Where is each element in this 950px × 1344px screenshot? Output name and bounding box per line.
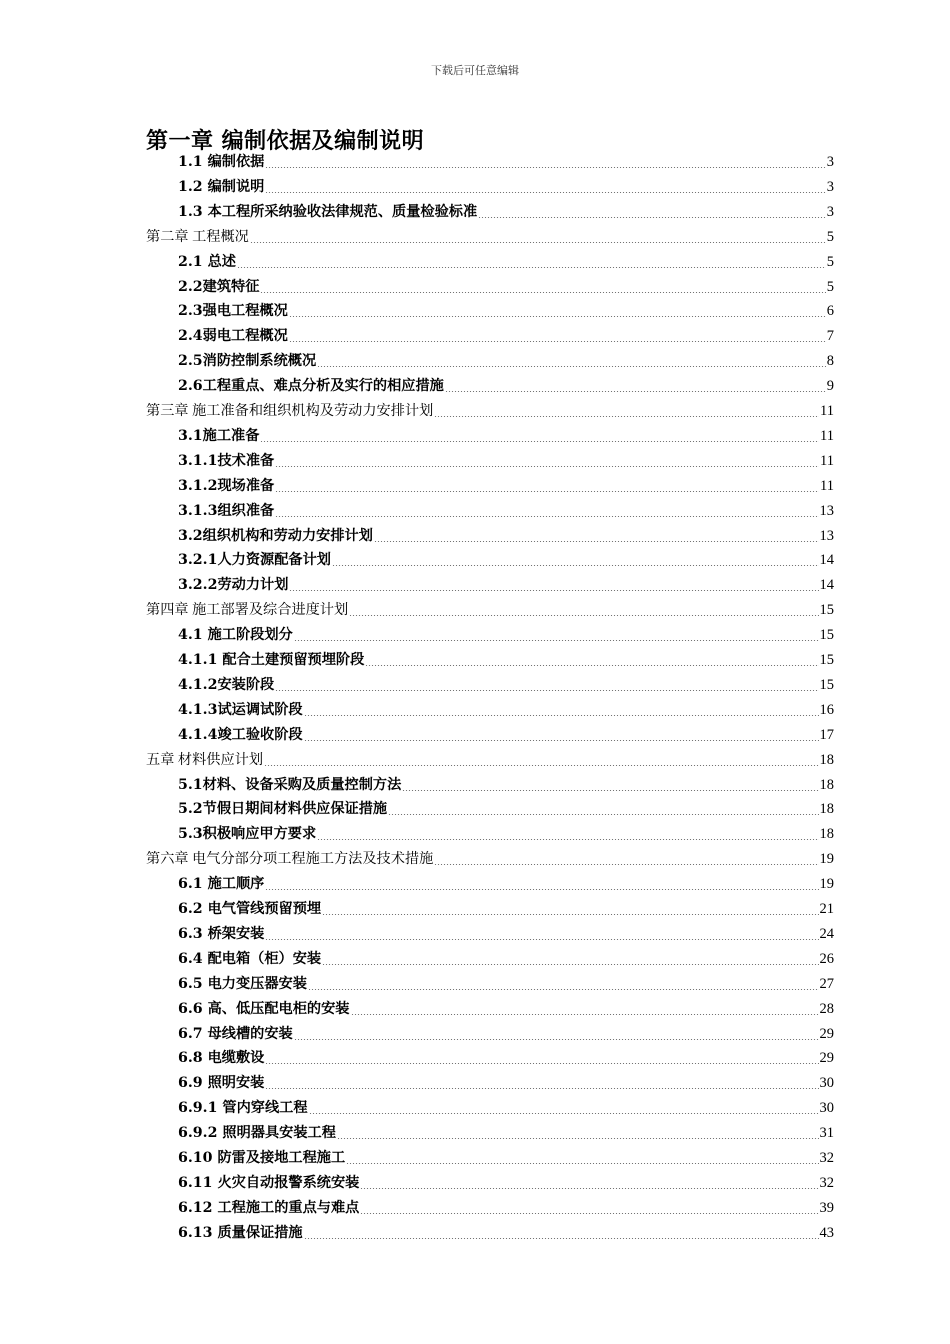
- toc-entry-title: 2.1 总述: [178, 253, 236, 270]
- toc-page-number: 30: [819, 1100, 834, 1117]
- toc-entry[interactable]: [178, 1046, 834, 1070]
- dot-leader: [260, 292, 825, 293]
- toc-chapter-entry[interactable]: [146, 225, 834, 249]
- toc-entry[interactable]: [178, 822, 834, 846]
- toc-entry[interactable]: [178, 349, 834, 373]
- toc-entry-title: 2.5消防控制系统概况: [178, 353, 317, 370]
- toc-entry[interactable]: [178, 723, 834, 747]
- toc-entry-title: 6.13 质量保证措施: [178, 1224, 303, 1241]
- dot-leader: [275, 491, 819, 492]
- toc-page-number: 8: [826, 353, 834, 370]
- toc-page-number: 43: [819, 1224, 834, 1241]
- dot-leader: [309, 1113, 819, 1114]
- toc-entry-title: 3.2.1人力资源配备计划: [178, 552, 331, 569]
- dot-leader: [434, 416, 819, 417]
- toc-entry[interactable]: [178, 524, 834, 548]
- dot-leader: [365, 665, 818, 666]
- dot-leader: [346, 1163, 818, 1164]
- dot-leader: [289, 590, 818, 591]
- toc-entry-title: 2.4弱电工程概况: [178, 328, 288, 345]
- toc-entry[interactable]: [178, 1071, 834, 1095]
- toc-entry[interactable]: [178, 1196, 834, 1220]
- toc-page-number: 18: [819, 751, 834, 768]
- toc-entry[interactable]: [178, 175, 834, 199]
- dot-leader: [445, 391, 826, 392]
- dot-leader: [337, 1138, 819, 1139]
- toc-page-number: 13: [819, 502, 834, 519]
- dot-leader: [289, 341, 826, 342]
- toc-entry-title: 3.1.3组织准备: [178, 502, 275, 519]
- toc-page-number: 11: [820, 477, 834, 494]
- toc-entry-title: 6.1 施工顺序: [178, 876, 265, 893]
- dot-leader: [478, 217, 826, 218]
- toc-entry[interactable]: [178, 324, 834, 348]
- dot-leader: [294, 640, 819, 641]
- toc-entry-title: 5.2节假日期间材料供应保证措施: [178, 801, 388, 818]
- toc-entry[interactable]: [178, 797, 834, 821]
- toc-page-number: 31: [819, 1125, 834, 1142]
- toc-page-number: 9: [826, 378, 834, 395]
- toc-page-number: 11: [820, 452, 834, 469]
- toc-page-number: 3: [826, 154, 834, 170]
- toc-entry-title: 6.11 火灾自动报警系统安装: [178, 1174, 360, 1191]
- dot-leader: [317, 366, 826, 367]
- toc-entry[interactable]: [178, 673, 834, 697]
- dot-leader: [294, 1039, 819, 1040]
- dot-leader: [434, 864, 818, 865]
- toc-entry-title: 6.8 电缆敷设: [178, 1050, 265, 1067]
- toc-entry-title: 2.2建筑特征: [178, 278, 260, 295]
- toc-entry[interactable]: [178, 1171, 834, 1195]
- toc-entry-title: 4.1.3试运调试阶段: [178, 701, 303, 718]
- toc-page-number: 21: [819, 901, 834, 917]
- toc-entry-title: 6.6 高、低压配电柜的安装: [178, 1000, 350, 1017]
- toc-chapter-entry[interactable]: [146, 748, 834, 772]
- toc-page-number: 32: [819, 1150, 834, 1166]
- dot-leader: [275, 466, 819, 467]
- toc-entry-title: 第二章 工程概况: [146, 228, 249, 245]
- toc-entry-title: 6.5 电力变压器安装: [178, 975, 307, 992]
- dot-leader: [265, 167, 825, 168]
- toc-page-number: 19: [819, 851, 834, 868]
- dot-leader: [304, 740, 819, 741]
- toc-entry[interactable]: [178, 698, 834, 722]
- toc-page-number: 16: [819, 701, 834, 718]
- toc-entry[interactable]: [178, 200, 834, 224]
- dot-leader: [275, 516, 818, 517]
- toc-entry[interactable]: [178, 449, 834, 473]
- toc-page-number: 15: [819, 676, 834, 693]
- toc-page-number: 18: [819, 826, 834, 843]
- dot-leader: [237, 267, 826, 268]
- toc-entry-title: 5.3积极响应甲方要求: [178, 826, 317, 843]
- toc-entry-title: 3.2.2劳动力计划: [178, 577, 289, 594]
- toc-page-number: 11: [820, 403, 834, 419]
- toc-entry[interactable]: [178, 474, 834, 498]
- dot-leader: [264, 765, 818, 766]
- dot-leader: [308, 989, 819, 990]
- toc-page-number: 3: [826, 178, 834, 195]
- toc-page-number: 11: [820, 427, 834, 444]
- toc-entry-title: 6.9.1 管内穿线工程: [178, 1100, 308, 1117]
- toc-entry[interactable]: [178, 623, 834, 647]
- toc-entry-title: 5.1材料、设备采购及质量控制方法: [178, 776, 402, 793]
- toc-entry-title: 6.10 防雷及接地工程施工: [178, 1150, 346, 1166]
- toc-page-number: 27: [819, 975, 834, 992]
- toc-entry-title: 3.1施工准备: [178, 427, 260, 444]
- toc-entry-title: 6.2 电气管线预留预埋: [178, 901, 322, 917]
- toc-entry[interactable]: [178, 548, 834, 572]
- toc-page-number: 6: [826, 303, 834, 320]
- toc-entry-title: 4.1.4竣工验收阶段: [178, 726, 303, 743]
- dot-leader: [289, 316, 826, 317]
- toc-entry[interactable]: [178, 922, 834, 946]
- toc-entry[interactable]: [178, 250, 834, 274]
- toc-entry-title: 4.1 施工阶段划分: [178, 627, 293, 644]
- toc-entry[interactable]: [178, 573, 834, 597]
- toc-entry-title: 1.2 编制说明: [178, 178, 265, 195]
- toc-entry-title: 6.9.2 照明器具安装工程: [178, 1125, 336, 1142]
- dot-leader: [349, 615, 818, 616]
- toc-entry[interactable]: [178, 275, 834, 299]
- toc-entry[interactable]: [178, 648, 834, 672]
- dot-leader: [360, 1188, 818, 1189]
- toc-entry-title: 4.1.2安装阶段: [178, 676, 275, 693]
- toc-page-number: 15: [819, 627, 834, 644]
- toc-page-number: 18: [819, 776, 834, 793]
- toc-page-number: 5: [826, 253, 834, 270]
- toc-chapter-entry[interactable]: [146, 399, 834, 423]
- toc-chapter-entry[interactable]: [146, 598, 834, 622]
- toc-entry[interactable]: [178, 499, 834, 523]
- dot-leader: [322, 964, 818, 965]
- toc-page-number: 17: [819, 726, 834, 743]
- toc-entry[interactable]: [178, 1096, 834, 1120]
- toc-entry-title: 3.1.2现场准备: [178, 477, 275, 494]
- dot-leader: [265, 889, 818, 890]
- dot-leader: [351, 1014, 819, 1015]
- toc-page-number: 15: [819, 652, 834, 668]
- toc-chapter-entry[interactable]: [146, 847, 834, 871]
- toc-entry[interactable]: [178, 997, 834, 1021]
- toc-entry[interactable]: [178, 150, 834, 174]
- toc-entry-title: 6.3 桥架安装: [178, 925, 265, 942]
- dot-leader: [402, 790, 818, 791]
- toc-page-number: 39: [819, 1199, 834, 1216]
- dot-leader: [265, 1088, 818, 1089]
- dot-leader: [250, 242, 826, 243]
- dot-leader: [374, 541, 819, 542]
- toc-page-number: 5: [826, 228, 834, 245]
- toc-page-number: 15: [819, 602, 834, 619]
- toc-page-number: 14: [819, 577, 834, 594]
- dot-leader: [317, 839, 818, 840]
- toc-entry[interactable]: [178, 299, 834, 323]
- toc-entry-title: 6.9 照明安装: [178, 1075, 265, 1092]
- dot-leader: [322, 914, 818, 915]
- toc-entry-title: 2.3强电工程概况: [178, 303, 288, 320]
- dot-leader: [275, 690, 818, 691]
- toc-entry[interactable]: [178, 773, 834, 797]
- toc-entry-title: 6.7 母线槽的安装: [178, 1025, 293, 1042]
- toc-entry[interactable]: [178, 972, 834, 996]
- dot-leader: [265, 939, 818, 940]
- toc-page-number: 7: [826, 328, 834, 345]
- toc-entry[interactable]: [178, 947, 834, 971]
- toc-entry-title: 1.3 本工程所采纳验收法律规范、质量检验标准: [178, 203, 478, 220]
- toc-page-number: 13: [819, 527, 834, 544]
- toc-page-number: 29: [819, 1050, 834, 1067]
- toc-page-number: 29: [819, 1025, 834, 1042]
- toc-entry-title: 1.1 编制依据: [178, 154, 265, 170]
- toc-page-number: 26: [819, 950, 834, 967]
- toc-entry[interactable]: [178, 374, 834, 398]
- toc-page-number: 19: [819, 876, 834, 893]
- toc-entry[interactable]: [178, 897, 834, 921]
- toc-entry-title: 第六章 电气分部分项工程施工方法及技术措施: [146, 851, 434, 868]
- chapter-title: 第一章 编制依据及编制说明: [146, 128, 425, 154]
- dot-leader: [332, 565, 819, 566]
- toc-entry-title: 2.6工程重点、难点分析及实行的相应措施: [178, 378, 444, 395]
- toc-entry[interactable]: [178, 424, 834, 448]
- toc-entry[interactable]: [178, 1121, 834, 1145]
- dot-leader: [265, 1063, 818, 1064]
- toc-entry[interactable]: [178, 1221, 834, 1245]
- toc-entry-title: 第三章 施工准备和组织机构及劳动力安排计划: [146, 403, 434, 419]
- toc-entry-title: 3.1.1技术准备: [178, 452, 275, 469]
- page-header: 下载后可任意编辑: [431, 64, 519, 77]
- dot-leader: [304, 1238, 819, 1239]
- toc-entry-title: 第四章 施工部署及综合进度计划: [146, 602, 349, 619]
- dot-leader: [360, 1213, 818, 1214]
- dot-leader: [304, 715, 819, 716]
- toc-entry-title: 6.4 配电箱（柜）安装: [178, 950, 322, 967]
- dot-leader: [388, 814, 818, 815]
- toc-page-number: 30: [819, 1075, 834, 1092]
- toc-entry-title: 五章 材料供应计划: [146, 751, 264, 768]
- toc-page-number: 3: [826, 203, 834, 220]
- toc-entry[interactable]: [178, 1022, 834, 1046]
- toc-page-number: 24: [819, 925, 834, 942]
- toc-page-number: 18: [819, 801, 834, 818]
- toc-entry-title: 6.12 工程施工的重点与难点: [178, 1199, 360, 1216]
- toc-entry[interactable]: [178, 872, 834, 896]
- toc-entry-title: 3.2组织机构和劳动力安排计划: [178, 527, 373, 544]
- toc-page-number: 28: [819, 1000, 834, 1017]
- toc-entry[interactable]: [178, 1146, 834, 1170]
- toc-page-number: 5: [826, 278, 834, 295]
- toc-page-number: 14: [819, 552, 834, 569]
- dot-leader: [265, 192, 825, 193]
- dot-leader: [260, 441, 819, 442]
- toc-entry-title: 4.1.1 配合土建预留预埋阶段: [178, 652, 365, 668]
- toc-page-number: 32: [819, 1174, 834, 1191]
